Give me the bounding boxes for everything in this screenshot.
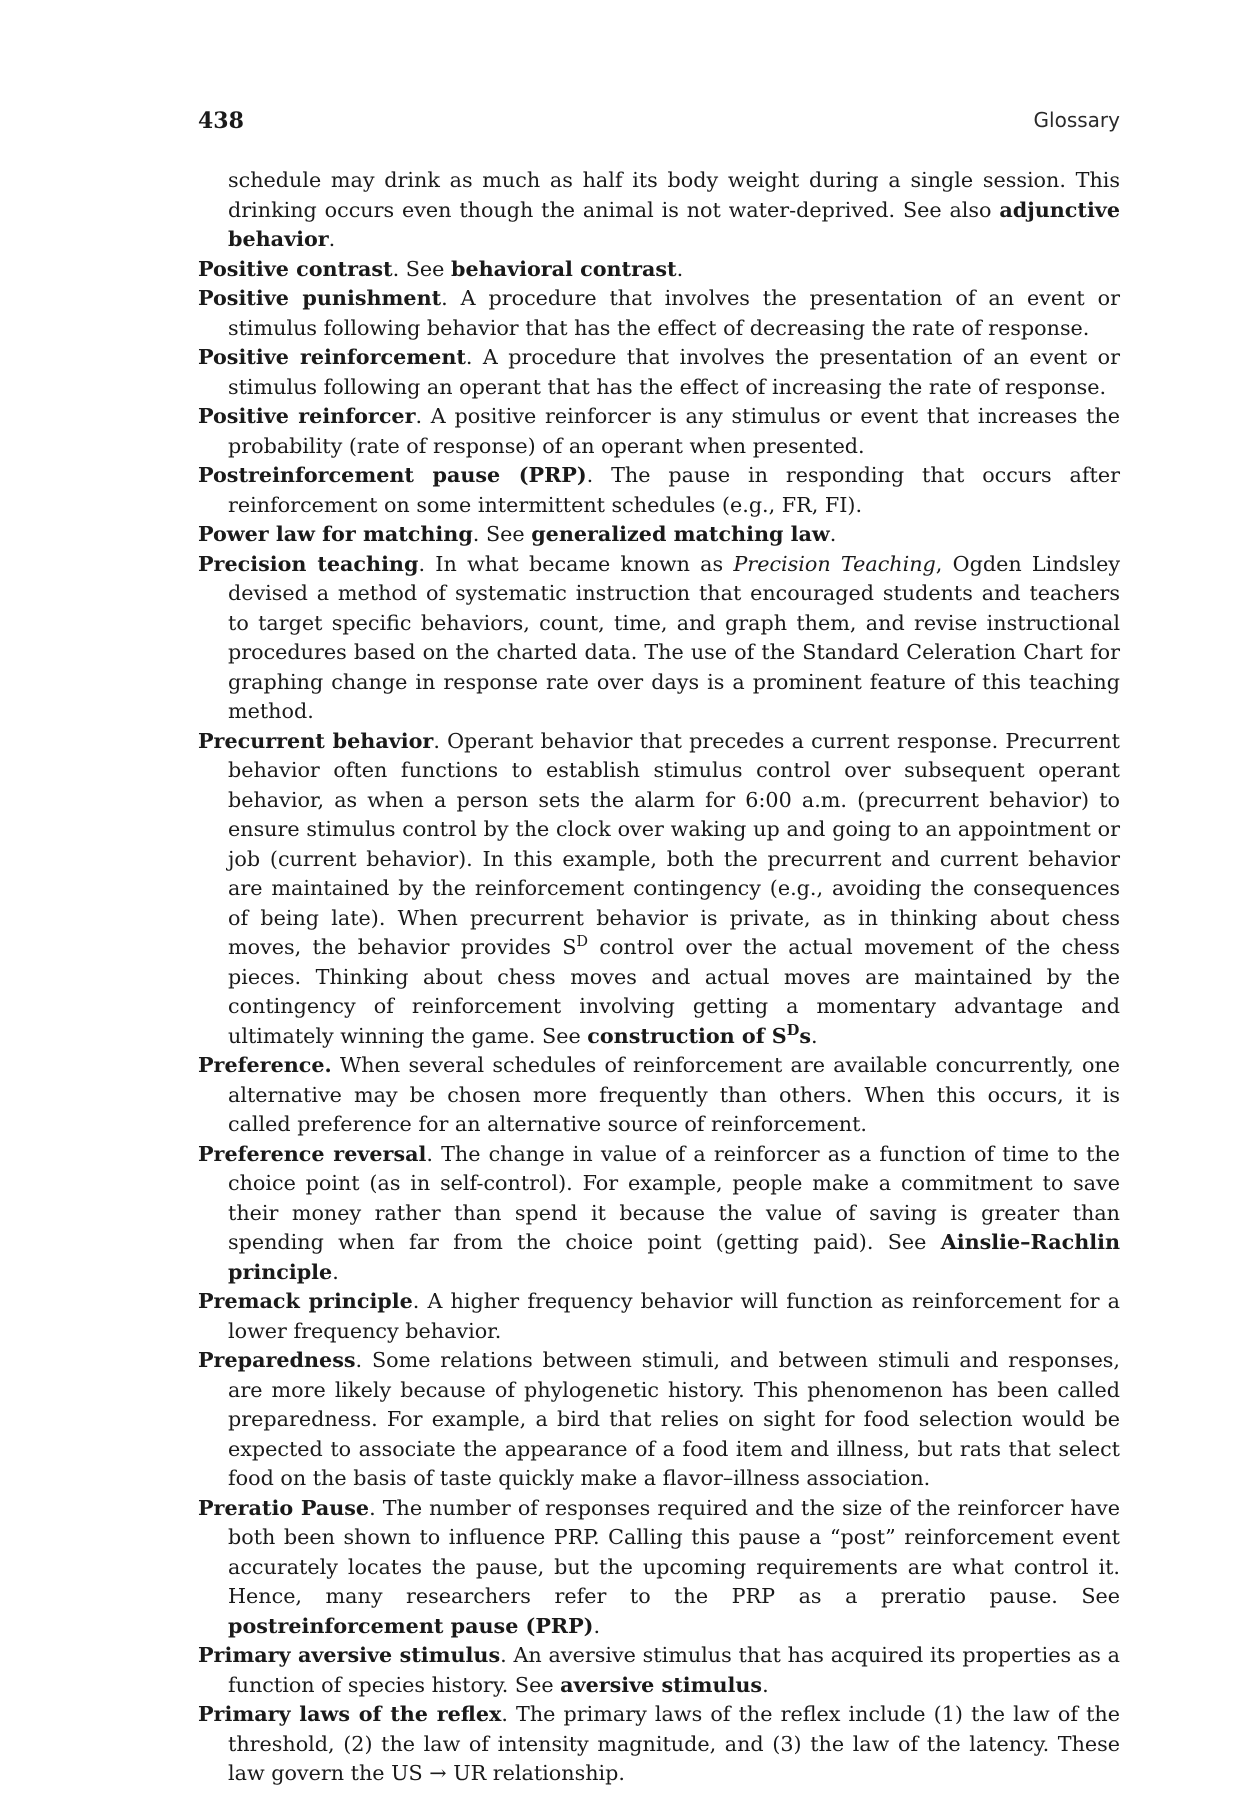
cross-reference: aversive stimulus [560, 1672, 763, 1697]
page-number: 438 [198, 108, 244, 134]
cross-reference: behavioral contrast [451, 256, 677, 281]
glossary-entry-continued: schedule may drink as much as half its body weight during a single session. This drinking occurs even though the animal is not water-deprived. See also adjunctive behavior. [228, 168, 1120, 251]
glossary-term: Primary laws of the reflex [198, 1702, 502, 1726]
glossary-body [198, 166, 1120, 1789]
glossary-term: Primary aversive stimulus [198, 1643, 501, 1667]
superscript: D [786, 1021, 800, 1039]
glossary-term: Power law for matching [198, 522, 473, 546]
glossary-term: Preference. [198, 1053, 332, 1077]
italic-term: Precision Teaching [733, 551, 936, 576]
glossary-term: Precision teaching [198, 551, 419, 576]
glossary-term: Premack principle [198, 1289, 413, 1313]
glossary-entry: Precurrent behavior. Operant behavior that precedes a current response. Precurrent behavior often functions to establish stimulus control over subsequent operant behavior, as when a person sets the alarm for 6:00 a.m. (precurrent behavior) to ensure stimulus control by the clock over waking up and going to an appointment or job (current behavior). In this example, both the precurrent and current behavior are maintained by the reinforcement contingency (e.g., avoiding the consequences of being late). When precurrent behavior is private, as in thinking about chess moves, the behavior provides $S^D$ control over the actual movement of the chess pieces. Thinking about chess moves and actual moves are maintained by the contingency of reinforcement involving getting a momentary advantage and ultimately winning the game. See construction of $S^Ds$. [198, 728, 1120, 1048]
glossary-term: Positive punishment [198, 286, 442, 310]
glossary-entry: Premack principle. A higher frequency behavior will function as reinforcement for a lower frequency behavior. [198, 1289, 1120, 1343]
glossary-term: Postreinforcement pause (PRP) [198, 463, 587, 487]
cross-reference: construction of $S^Ds$ [587, 1021, 811, 1048]
cross-reference: postreinforcement pause (PRP) [228, 1613, 594, 1638]
glossary-term: Positive reinforcer [198, 404, 416, 428]
glossary-term: Positive reinforcement [198, 345, 466, 369]
glossary-entry: Positive reinforcer. A positive reinforcer is any stimulus or event that increases the probability (rate of response) of an operant when presented. [198, 404, 1120, 458]
glossary-term: Preparedness [198, 1348, 356, 1372]
cross-reference: adjunctive behavior [228, 197, 1120, 251]
glossary-entry: Precision teaching. In what became known as Precision Teaching, Ogden Lindsley devised a method of systematic instruction that encouraged students and teachers to target specific behaviors, count, time, and graph them, and revise instructional procedures based on the charted data. The use of the Standard Celeration Chart for graphing change in response rate over days is a prominent feature of this teaching method. [198, 551, 1121, 723]
glossary-term: Precurrent behavior [198, 728, 434, 753]
glossary-term: Preratio Pause [198, 1495, 370, 1520]
running-head: Glossary [1033, 108, 1120, 132]
glossary-entry: Preratio Pause. The number of responses required and the size of the reinforcer have both been shown to influence PRP. Calling this pause a “post” reinforcement event accurately locates the pause, but the upcoming requirements are what control it. Hence, many researchers refer to the PRP as a preratio pause. See postreinforcement pause (PRP). [198, 1495, 1120, 1638]
glossary-entry: Primary aversive stimulus. An aversive stimulus that has acquired its properties as a function of species history. See aversive stimulus. [198, 1643, 1120, 1697]
glossary-entry: Power law for matching. See generalized matching law. [198, 522, 837, 546]
cross-reference: generalized matching law [531, 522, 830, 546]
glossary-entry: Primary laws of the reflex. The primary laws of the reflex include (1) the law of the threshold, (2) the law of intensity magnitude, and (3) the law of the latency. These law govern the US → UR relationship. [198, 1702, 1120, 1785]
glossary-term: Positive contrast [198, 256, 393, 281]
glossary-entry: Preference reversal. The change in value of a reinforcer as a function of time to the choice point (as in self-control). For example, people make a commitment to save their money rather than spend it because the value of saving is greater than spending when far from the choice point (getting paid). See Ainslie–Rachlin principle. [198, 1141, 1121, 1284]
superscript: D [576, 934, 589, 951]
glossary-entry: Positive reinforcement. A procedure that involves the presentation of an event or stimulus following an operant that has the effect of increasing the rate of response. [198, 345, 1120, 399]
glossary-entry: Postreinforcement pause (PRP). The pause in responding that occurs after reinforcement on some intermittent schedules (e.g., FR, FI). [198, 463, 1120, 517]
glossary-term: Preference reversal [198, 1141, 427, 1166]
page-header [198, 108, 1120, 138]
cross-reference: Ainslie–Rachlin principle [228, 1230, 1120, 1284]
glossary-entry: Preparedness. Some relations between stimuli, and between stimuli and responses, are more likely because of phylogenetic history. This phenomenon has been called preparedness. For example, a bird that relies on sight for food selection would be expected to associate the appearance of a food item and illness, but rats that select food on the basis of taste quickly make a flavor–illness association. [198, 1348, 1120, 1490]
glossary-entry: Preference. When several schedules of reinforcement are available concurrently, one alternative may be chosen more frequently than others. When this occurs, it is called preference for an alternative source of reinforcement. [198, 1053, 1120, 1136]
glossary-entry: Positive punishment. A procedure that involves the presentation of an event or stimulus following behavior that has the effect of decreasing the rate of response. [198, 286, 1120, 340]
glossary-entry: Positive contrast. See behavioral contrast. [198, 256, 684, 281]
